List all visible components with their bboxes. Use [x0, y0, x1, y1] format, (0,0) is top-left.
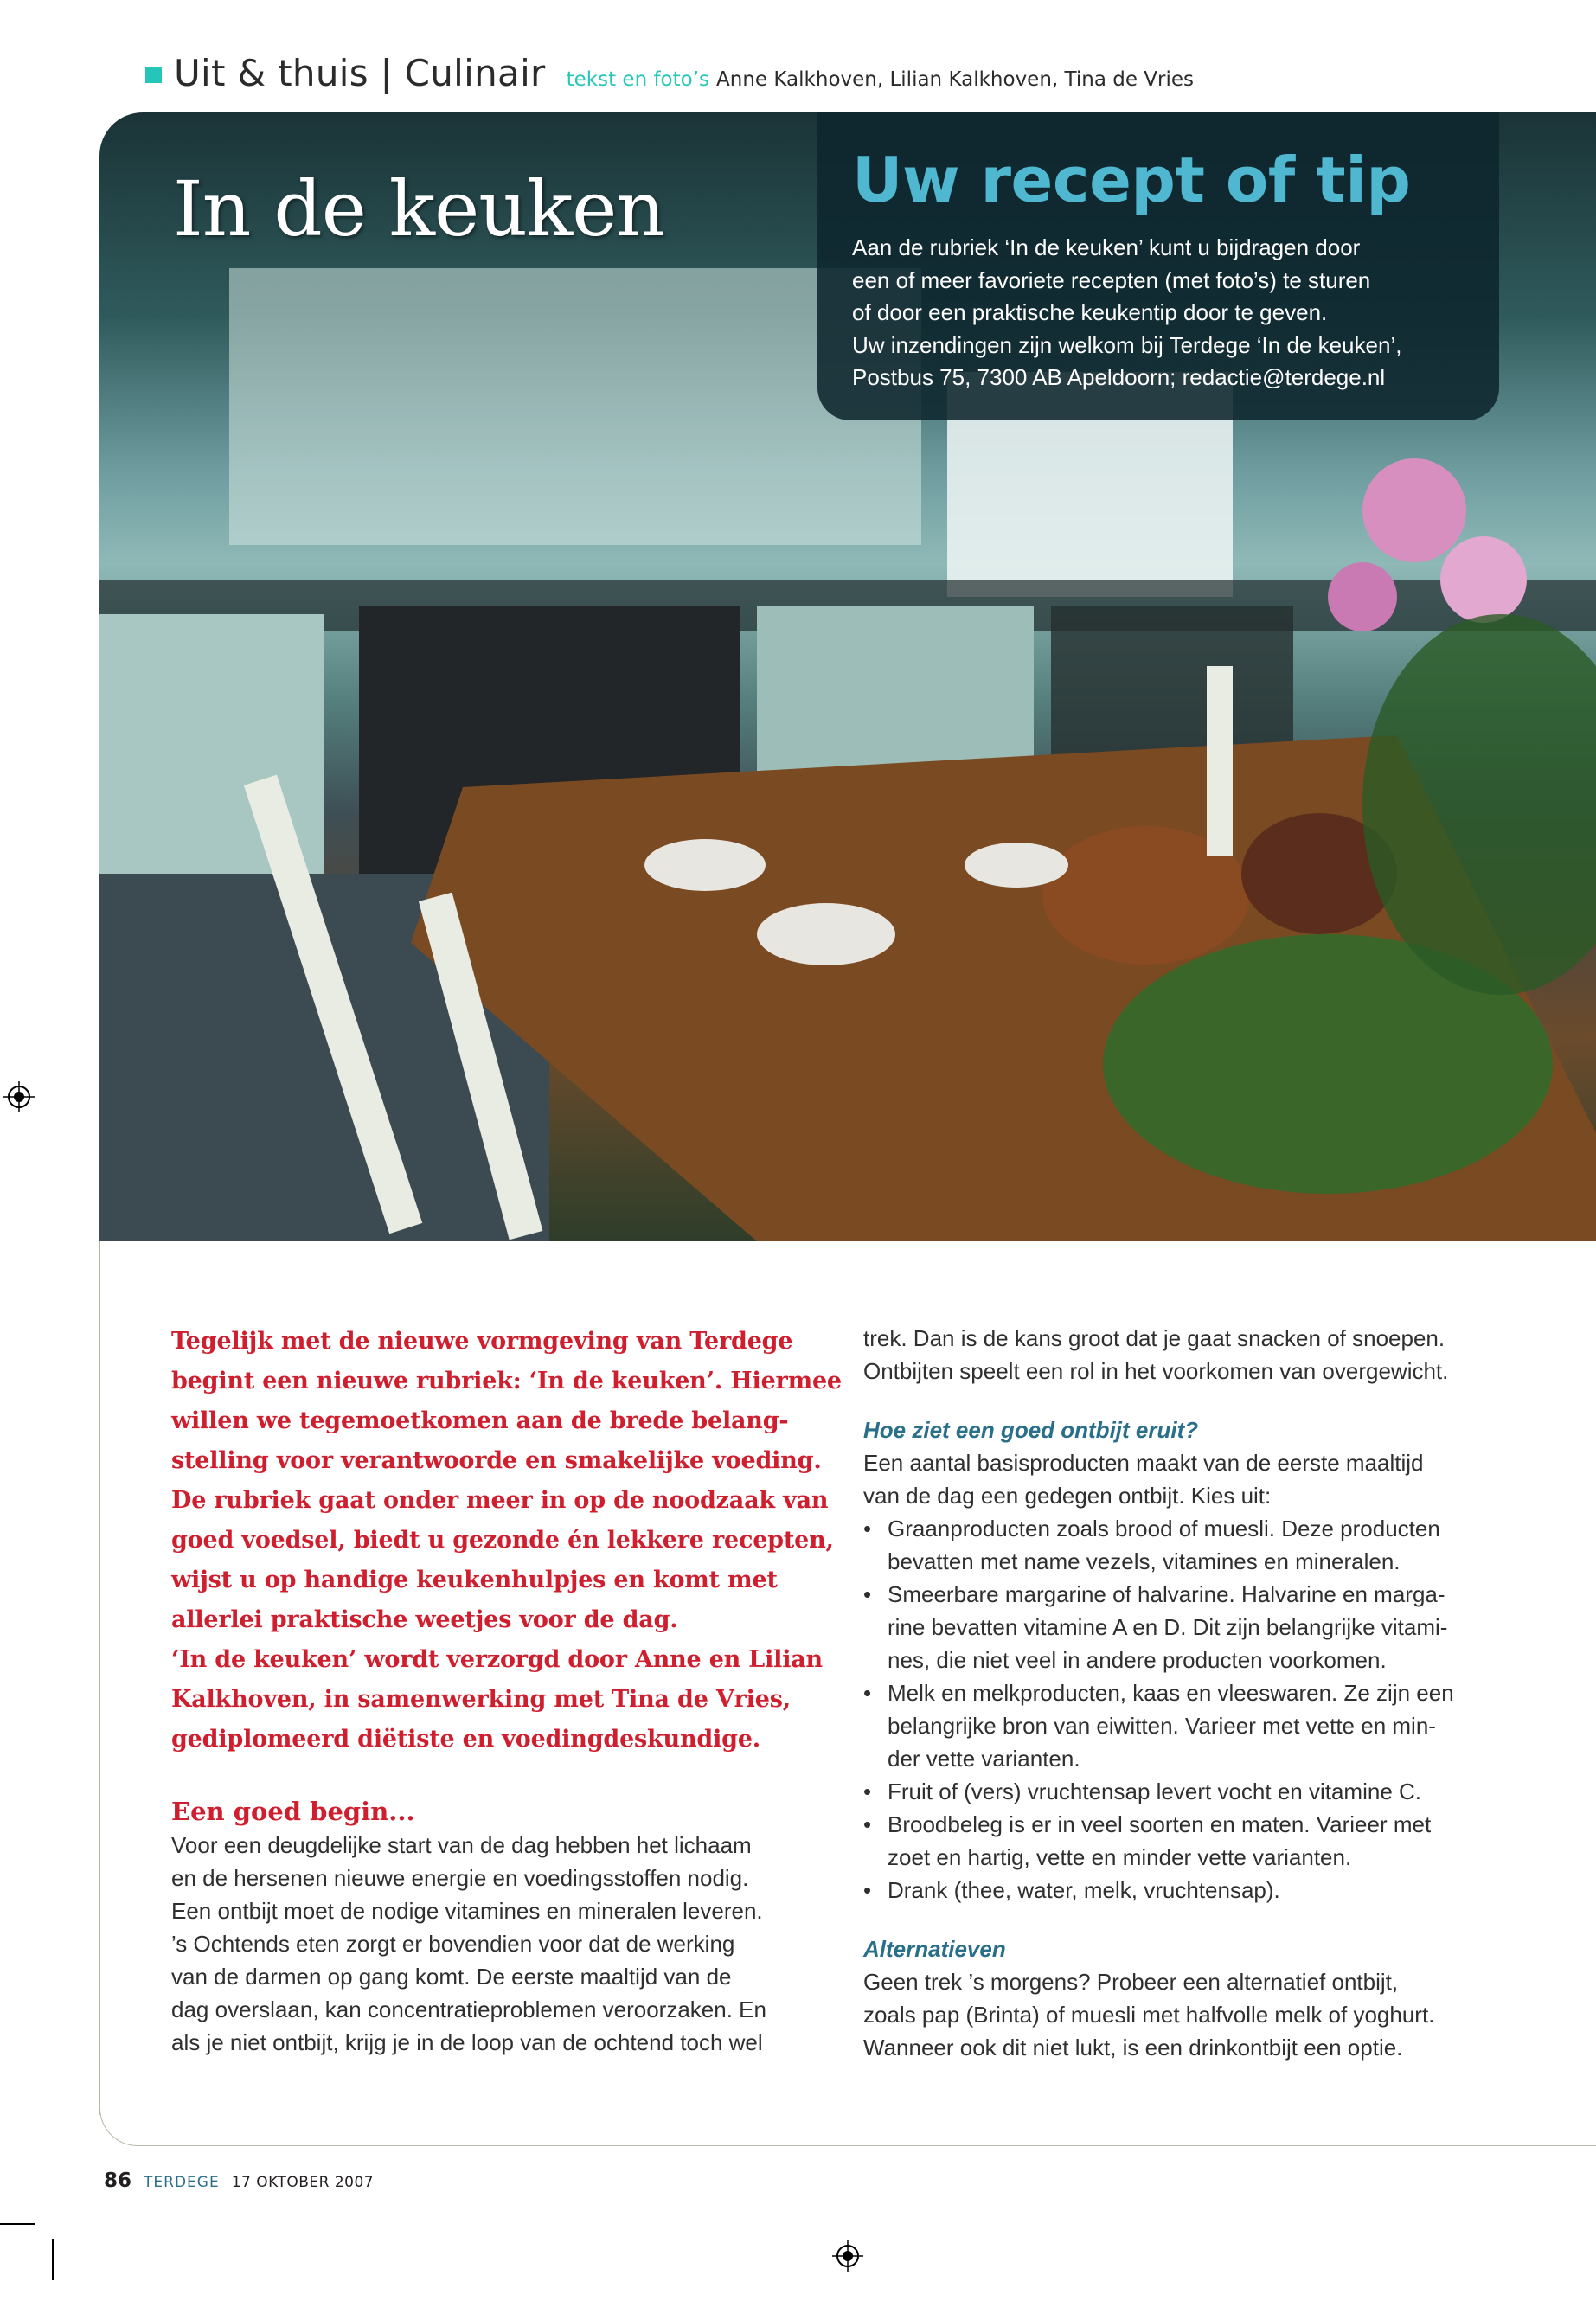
- tip-box-line: of door een praktische keukentip door te geven.: [852, 299, 1328, 325]
- tip-box: [817, 112, 1499, 420]
- list-item: [863, 1512, 1503, 1578]
- tip-box-line: Postbus 75, 7300 AB Apeldoorn; redactie@terdege.nl: [852, 364, 1386, 390]
- crop-mark: [52, 2239, 54, 2280]
- body-line: trek. Dan is de kans groot dat je gaat snacken of snoepen.: [863, 1325, 1445, 1351]
- bullet-icon: •: [863, 1581, 872, 1607]
- bullet-icon: •: [863, 1811, 872, 1837]
- subheading-goed-ontbijt: Hoe ziet een goed ontbijt eruit?: [863, 1417, 1199, 1443]
- body-line: Voor een deugdelijke start van de dag hebben het lichaam: [171, 1832, 752, 1858]
- intro-line: stelling voor verantwoorde en smakelijke voeding.: [171, 1447, 822, 1474]
- tip-box-body: [852, 232, 1492, 394]
- list-item: [863, 1775, 1503, 1808]
- list-item-line: Broodbeleg is er in veel soorten en maten. Varieer met: [888, 1811, 1432, 1837]
- list-item-line: Smeerbare margarine of halvarine. Halvarine en marga-: [888, 1581, 1445, 1607]
- section1-body-continued: [863, 1322, 1503, 1388]
- tip-box-line: Aan de rubriek ‘In de keuken’ kunt u bijdragen door: [852, 234, 1361, 260]
- issue-date: 17 OKTOBER 2007: [231, 2174, 375, 2191]
- tip-box-line: een of meer favoriete recepten (met foto’s) te sturen: [852, 266, 1371, 293]
- page-footer: [104, 2170, 374, 2192]
- bullet-icon: •: [863, 1877, 872, 1903]
- intro-line: begint een nieuwe rubriek: ‘In de keuken’. Hiermee: [171, 1368, 842, 1394]
- intro-line: De rubriek gaat onder meer in op de noodzaak van: [171, 1487, 829, 1514]
- body-line: Geen trek ’s morgens? Probeer een alternatief ontbijt,: [863, 1969, 1399, 1995]
- frame-rule-corner: [99, 2108, 138, 2146]
- intro-line: Kalkhoven, in samenwerking met Tina de Vries,: [171, 1686, 791, 1713]
- intro-line: allerlei praktische weetjes voor de dag.: [171, 1606, 678, 1633]
- list-item-line: nes, die niet veel in andere producten voorkomen.: [888, 1647, 1387, 1673]
- crop-mark: [0, 2223, 35, 2225]
- tip-box-line: Uw inzendingen zijn welkom bij Terdege ‘In de keuken’,: [852, 331, 1402, 358]
- registration-mark-icon: [3, 1081, 35, 1112]
- list-item-line: rine bevatten vitamine A en D. Dit zijn belangrijke vitami-: [888, 1614, 1448, 1640]
- intro-line: wijst u op handige keukenhulpjes en komt met: [171, 1567, 778, 1593]
- section3-body: [863, 1965, 1503, 2064]
- credit-label: tekst en foto’s: [566, 68, 710, 91]
- body-line: Een ontbijt moet de nodige vitamines en mineralen leveren.: [171, 1898, 763, 1924]
- intro-line: willen we tegemoetkomen aan de brede belang-: [171, 1407, 789, 1434]
- frame-rule-vertical: [99, 1241, 100, 2115]
- intro-line: goed voedsel, biedt u gezonde én lekkere recepten,: [171, 1527, 834, 1554]
- body-line: Ontbijten speelt een rol in het voorkomen van overgewicht.: [863, 1358, 1449, 1384]
- body-line: dag overslaan, kan concentratieproblemen veroorzaken. En: [171, 1997, 766, 2022]
- article-column-right: [863, 1322, 1503, 2064]
- section-square-icon: [145, 67, 162, 83]
- intro-line: gediplomeerd diëtiste en voedingdeskundige.: [171, 1726, 761, 1753]
- body-line: van de darmen op gang komt. De eerste maaltijd van de: [171, 1964, 732, 1990]
- list-item-line: Drank (thee, water, melk, vruchtensap).: [888, 1877, 1280, 1903]
- list-item: [863, 1808, 1503, 1874]
- list-item: [863, 1578, 1503, 1676]
- frame-rule-horizontal: [137, 2145, 1596, 2146]
- bullet-icon: •: [863, 1680, 872, 1706]
- credit-names: Anne Kalkhoven, Lilian Kalkhoven, Tina de Vries: [716, 68, 1195, 91]
- body-line: Wanneer ook dit niet lukt, is een drinkontbijt een optie.: [863, 2035, 1403, 2061]
- body-line: van de dag een gedegen ontbijt. Kies uit:: [863, 1483, 1272, 1509]
- body-line: zoals pap (Brinta) of muesli met halfvolle melk of yoghurt.: [863, 2002, 1435, 2028]
- intro-paragraph: [171, 1322, 842, 1759]
- magazine-name: TERDEGE: [144, 2174, 220, 2191]
- intro-line: Tegelijk met de nieuwe vormgeving van Terdege: [171, 1328, 793, 1355]
- list-item-line: Fruit of (vers) vruchtensap levert vocht en vitamine C.: [888, 1779, 1422, 1804]
- section1-body: [171, 1829, 811, 2059]
- body-line: als je niet ontbijt, krijg je in de loop van de ochtend toch wel: [171, 2029, 763, 2055]
- body-line: Een aantal basisproducten maakt van de eerste maaltijd: [863, 1450, 1424, 1476]
- list-item-line: Melk en melkproducten, kaas en vleeswaren. Ze zijn een: [888, 1680, 1454, 1706]
- list-item-line: zoet en hartig, vette en minder vette varianten.: [888, 1844, 1352, 1870]
- list-item: [863, 1676, 1503, 1775]
- list-item-line: Graanproducten zoals brood of muesli. Deze producten: [888, 1516, 1440, 1541]
- page-number: 86: [104, 2170, 132, 2192]
- bullet-icon: •: [863, 1516, 872, 1541]
- list-item-line: der vette varianten.: [888, 1746, 1080, 1772]
- section2-body: [863, 1446, 1503, 1907]
- list-item-line: belangrijke bron van eiwitten. Varieer met vette en min-: [888, 1713, 1436, 1739]
- subheading-een-goed-begin: Een goed begin...: [171, 1797, 415, 1826]
- bullet-icon: •: [863, 1779, 872, 1804]
- body-line: ’s Ochtends eten zorgt er bovendien voor dat de werking: [171, 1931, 735, 1957]
- subheading-alternatieven: Alternatieven: [863, 1936, 1006, 1962]
- body-line: en de hersenen nieuwe energie en voedingsstoffen nodig.: [171, 1865, 749, 1891]
- page-header: [145, 52, 1194, 95]
- page-title: In de keuken: [173, 164, 664, 253]
- tip-box-title: Uw recept of tip: [852, 144, 1411, 216]
- registration-mark-icon: [832, 2240, 863, 2272]
- intro-line: ‘In de keuken’ wordt verzorgd door Anne en Lilian: [171, 1646, 823, 1673]
- list-item-line: bevatten met name vezels, vitamines en mineralen.: [888, 1548, 1401, 1574]
- list-item: [863, 1874, 1503, 1907]
- article-column-left: [171, 1322, 842, 2059]
- section-title: Uit & thuis | Culinair: [174, 52, 546, 94]
